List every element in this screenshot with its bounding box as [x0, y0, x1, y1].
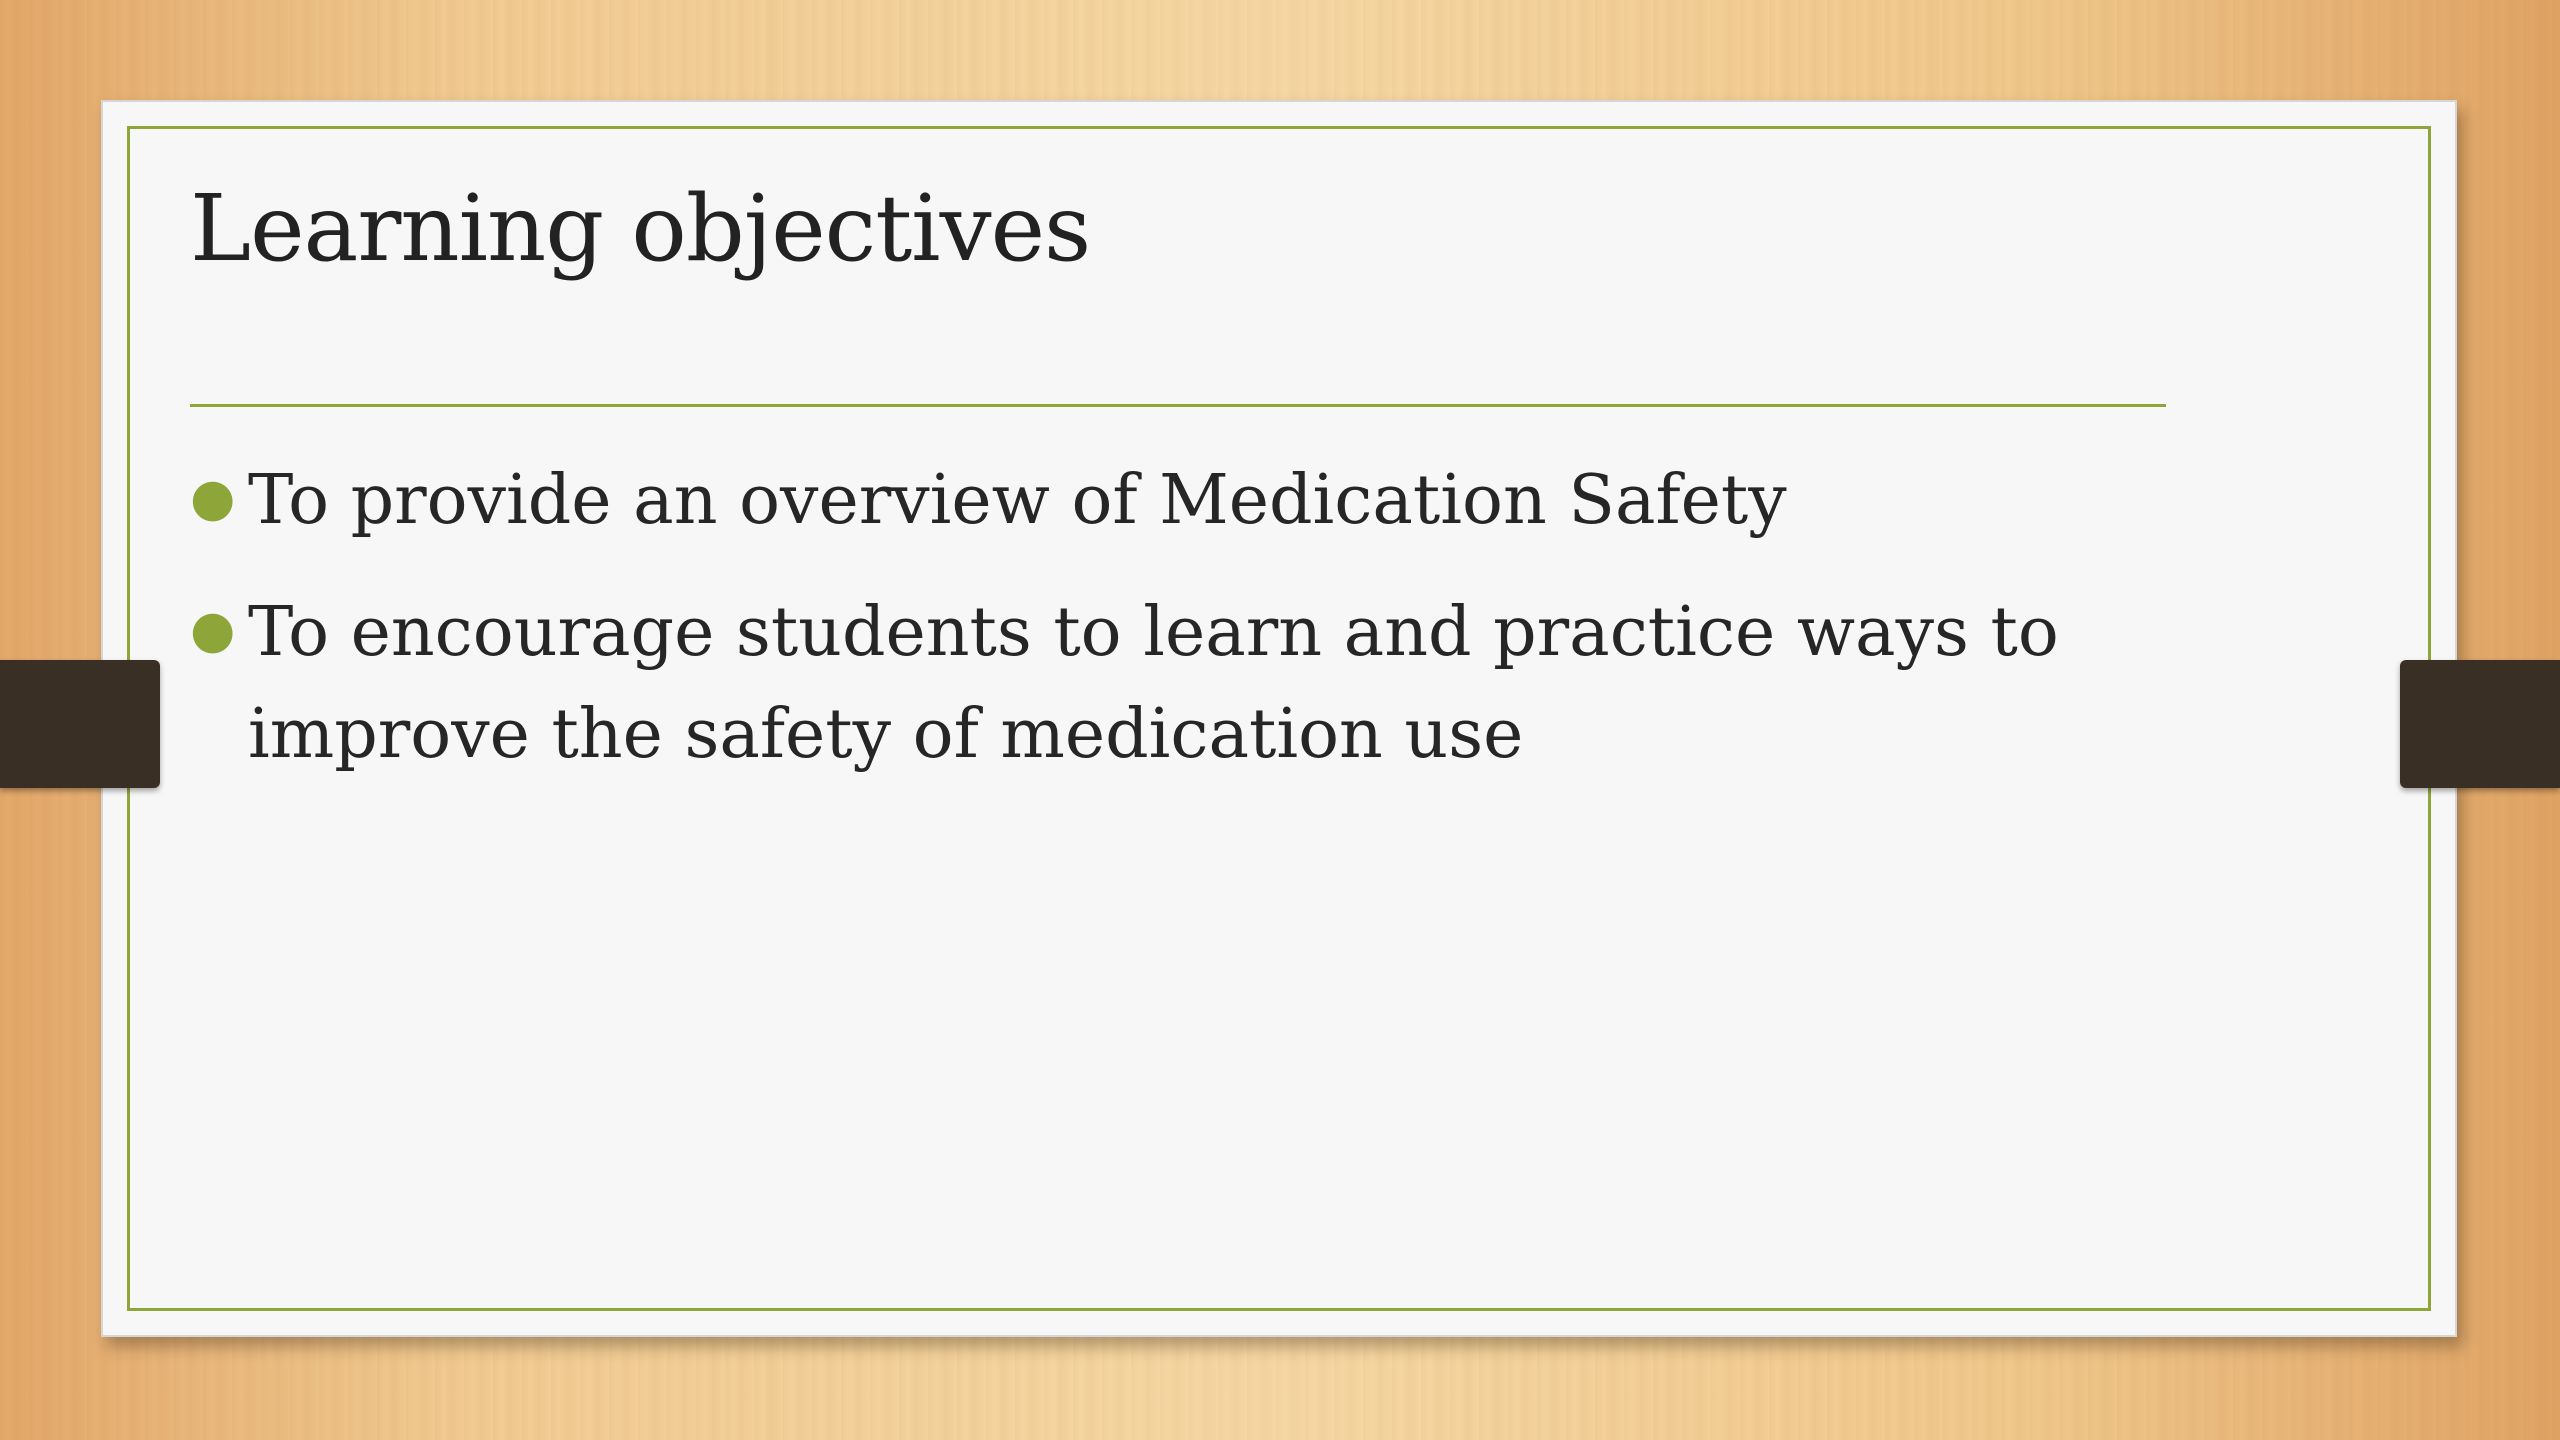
bullet-item [190, 582, 2150, 786]
bullet-text: To encourage students to learn and practice ways to improve the safety of medication use [248, 593, 2059, 774]
bullet-dot-icon: ● [190, 468, 236, 528]
bullet-item [190, 450, 2150, 552]
bullet-text: To provide an overview of Medication Safety [248, 461, 1787, 540]
title-divider [190, 404, 2166, 407]
slide-title: Learning objectives [190, 175, 1091, 282]
right-strap-decoration [2400, 660, 2560, 788]
bullet-dot-icon: ● [190, 600, 236, 660]
left-strap-decoration [0, 660, 160, 788]
bullet-list [190, 450, 2150, 816]
